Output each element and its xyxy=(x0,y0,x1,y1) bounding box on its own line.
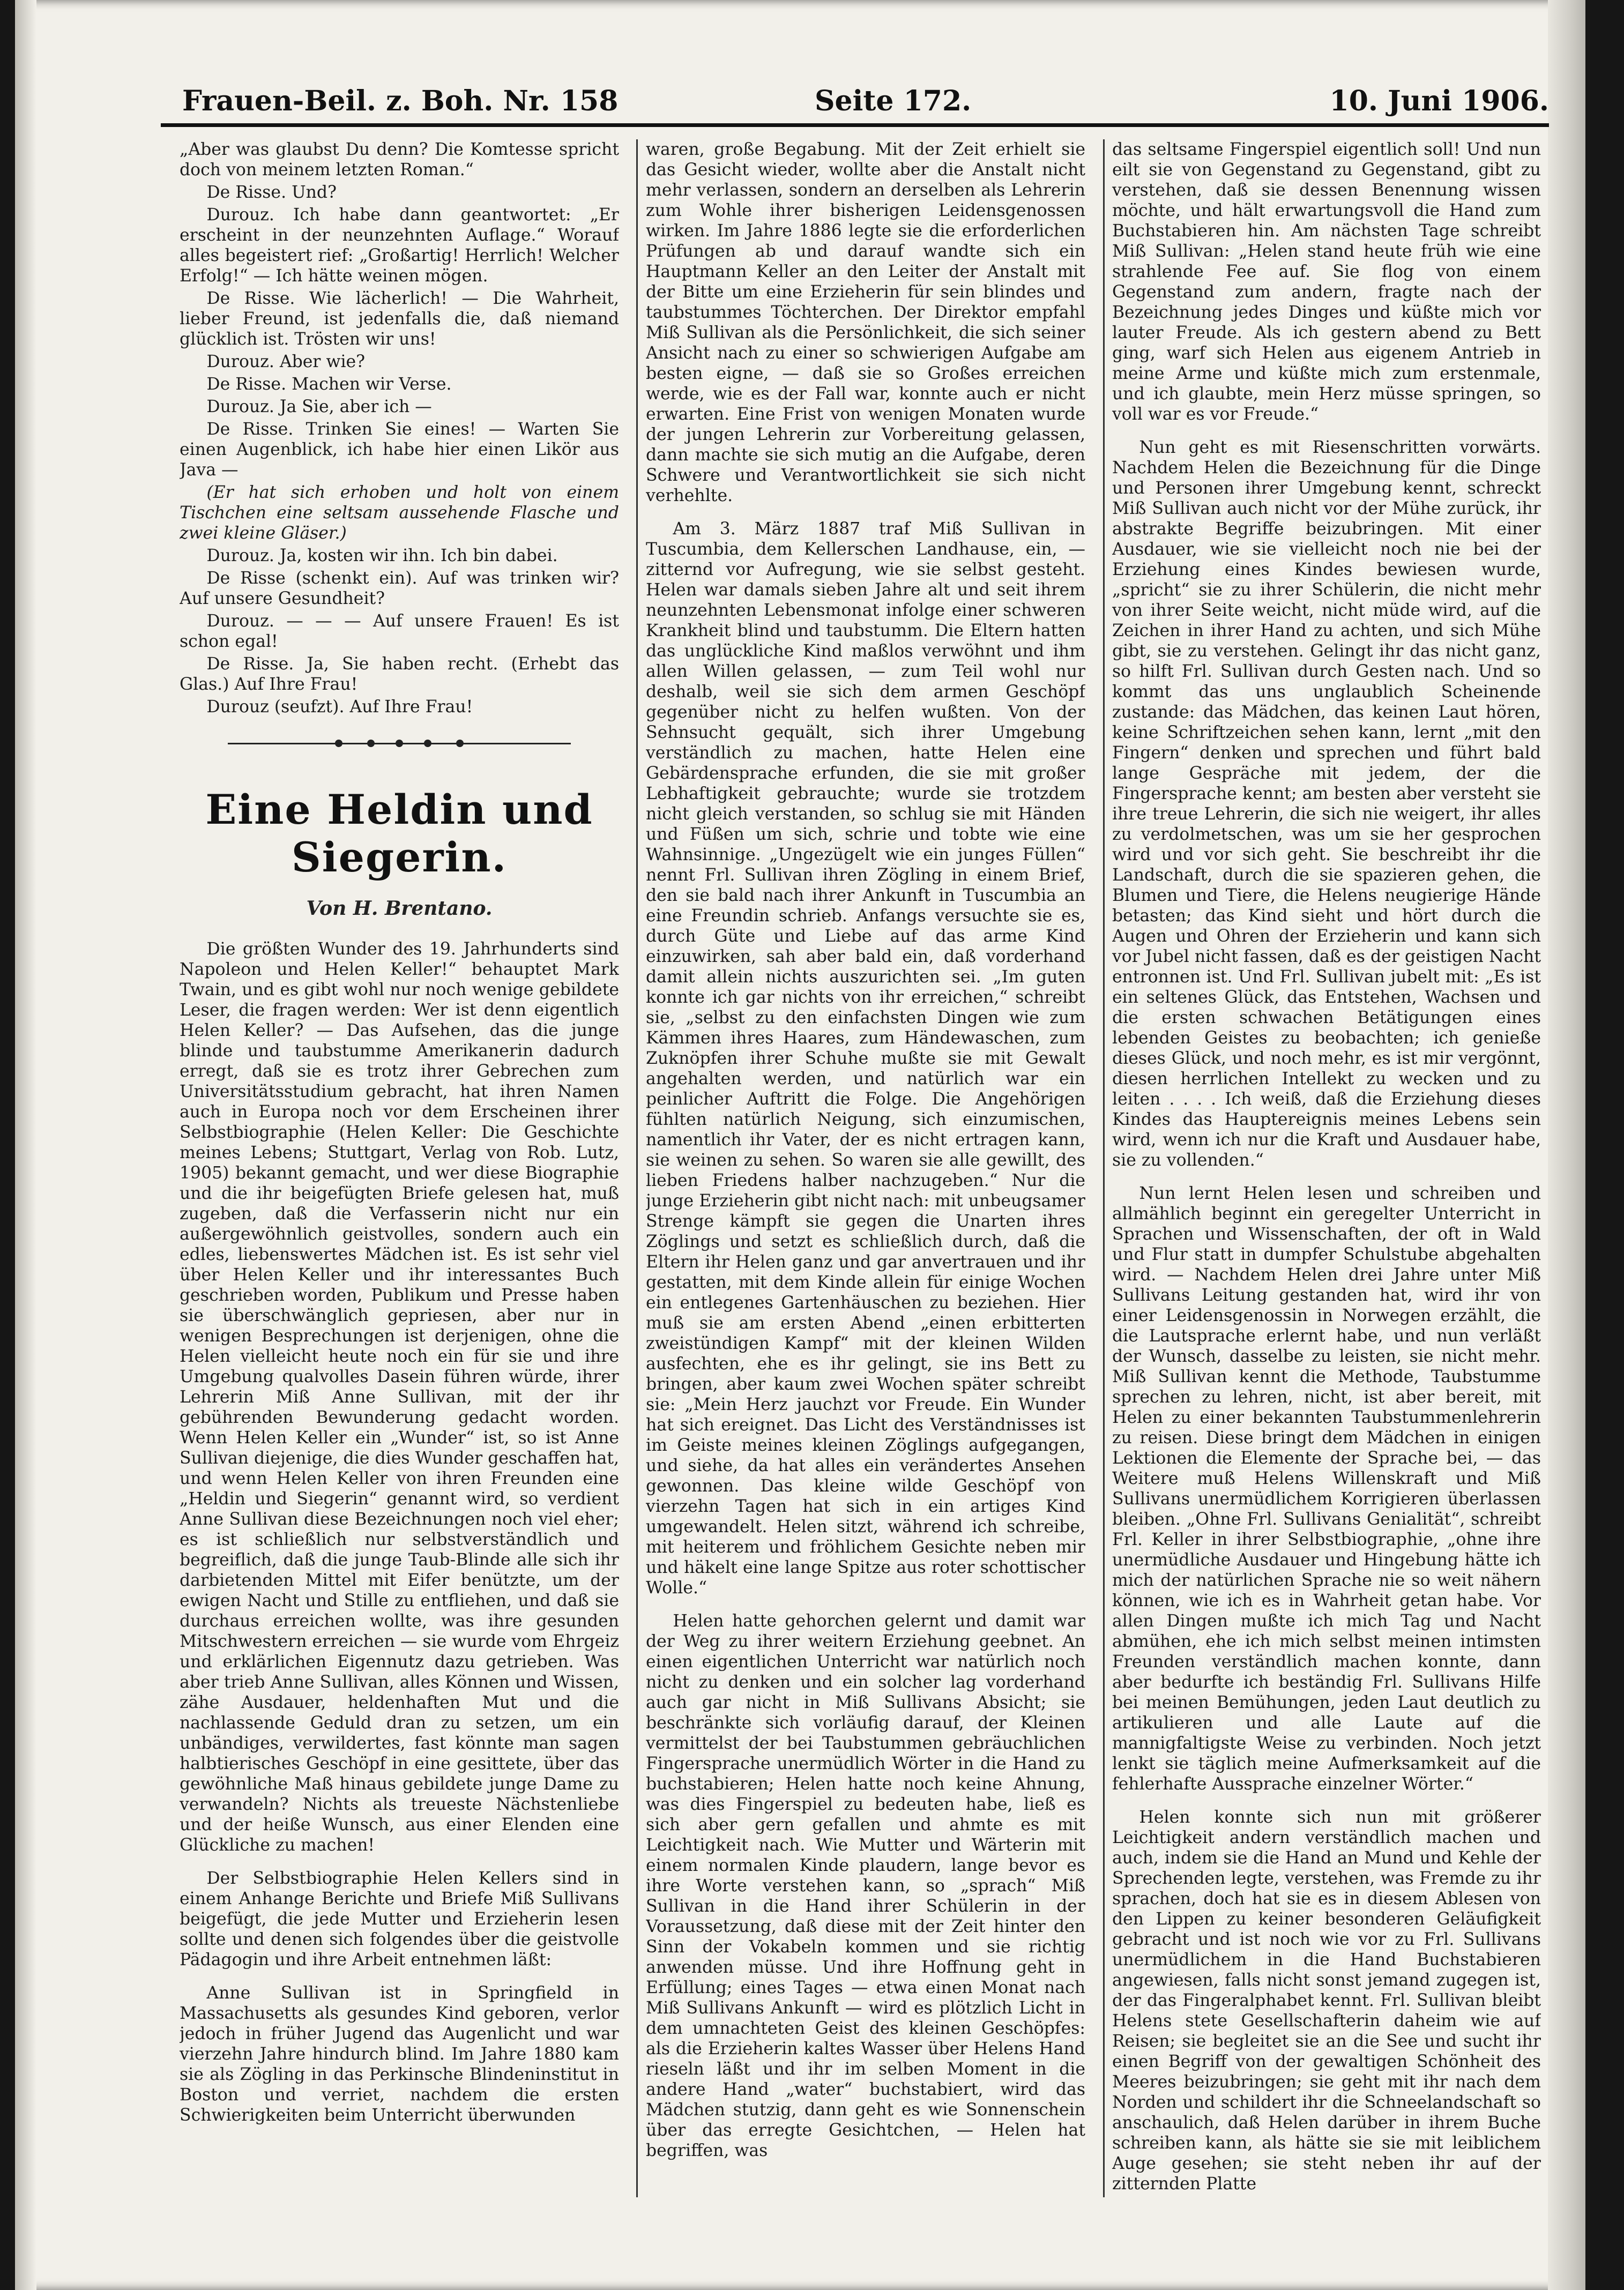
dialogue-line: De Risse. Machen wir Verse. xyxy=(206,375,452,394)
page-edge xyxy=(1548,0,1585,2290)
article-paragraph: Der Selbstbiographie Helen Kellers sind in einem Anhange Berichte und Briefe Miß Sullivans beigefügt, die jede Mutter und Erzieherin lesen sollte und denen sich folgendes über die geistvolle Pädagogin und ihre Arbeit entnehmen läßt: xyxy=(180,1869,619,1970)
column-1 xyxy=(180,139,619,2240)
dialogue-line: Durouz. — — — Auf unsere Frauen! Es ist schon egal! xyxy=(180,611,619,651)
article-paragraph: das seltsame Fingerspiel eigentlich soll! Und nun eilt sie von Gegenstand zu Gegenstand, gibt zu verstehen, daß sie dessen Benennung wissen möchte, und hält erwartungsvoll die Hand zum Buchstabieren hin. Am nächsten Tage schreibt Miß Sullivan: „Helen stand heute früh wie eine strahlende Fee auf. Sie flog von einem Gegenstand zum andern, fragte nach der Bezeichnung jedes Dinges und küßte mich vor lauter Freude. Als ich gestern abend zu Bett ging, warf sich Helen aus eigenem Antrieb in meine Arme und küßte mich zum erstenmale, und ich glaubte, mein Herz müsse springen, so voll war es vor Freude.“ xyxy=(1112,140,1541,424)
column-3 xyxy=(1112,139,1541,2240)
header-date: 10. Juni 1906. xyxy=(1329,85,1549,117)
article-paragraph: Helen hatte gehorchen gelernt und damit war der Weg zu ihrer weitern Erziehung geebnet. An einen eigentlichen Unterricht war natürlich noch nicht zu denken und ein solcher lag vorderhand auch gar nicht in Miß Sullivans Absicht; sie beschränkte sich vorläufig darauf, der Kleinen vermittelst der bei Taubstummen gebräuchlichen Fingersprache unermüdlich Wörter in die Hand zu buchstabieren; Helen hatte noch keine Ahnung, was dies Fingerspiel zu bedeuten habe, ließ es sich aber gern gefallen und ahmte es mit Leichtigkeit nach. Wie Mutter und Wärterin mit einem normalen Kinde plaudern, lange bevor es ihre Worte verstehen kann, so „sprach“ Miß Sullivan in die Hand ihrer Schülerin in der Voraussetzung, daß diese mit der Zeit hinter den Sinn der Vokabeln kommen und sie richtig anwenden müsse. Und ihre Hoffnung geht in Erfüllung; eines Tages — etwa einen Monat nach Miß Sullivans Ankunft — wird es plötzlich Licht in dem umnachteten Geist des kleinen Geschöpfes: als die Erzieherin kaltes Wasser über Helens Hand rieseln läßt und ihr im selben Moment in die andere Hand „water“ buchstabiert, wird das Mädchen stutzig, dann geht es wie Sonnenschein über das erregte Gesichtchen, — Helen hat begriffen, was xyxy=(646,1612,1085,2160)
dialogue-line: Durouz. Ja, kosten wir ihn. Ich bin dabei. xyxy=(206,546,558,565)
dialogue-line: De Risse. Trinken Sie eines! — Warten Sie einen Augenblick, ich habe hier einen Likör aus Java — xyxy=(180,420,619,480)
dialogue-line: De Risse. Ja, Sie haben recht. (Erhebt das Glas.) Auf Ihre Frau! xyxy=(180,654,619,694)
dialogue-line: De Risse. Wie lächerlich! — Die Wahrheit, lieber Freund, ist jedenfalls die, daß niemand glücklich ist. Trösten wir uns! xyxy=(180,289,619,349)
header-publication: Frauen-Beil. z. Boh. Nr. 158 xyxy=(182,85,619,117)
running-header xyxy=(161,80,1549,127)
article-paragraph: Nun lernt Helen lesen und schreiben und allmählich beginnt ein geregelter Unterricht in Sprachen und Wissenschaften, der oft in Wald und Flur statt in dumpfer Schulstube abgehalten wird. — Nachdem Helen drei Jahre unter Miß Sullivans Leitung gestanden hat, wird ihr von einer Leidensgenossin in Norwegen erzählt, die die Lautsprache erlernt habe, und nun verläßt der Wunsch, dasselbe zu leisten, sie nicht mehr. Miß Sullivan kennt die Methode, Taubstumme sprechen zu lehren, nicht, ist aber bereit, mit Helen zu einer bekannten Taubstummenlehrerin zu reisen. Diese bringt dem Mädchen in einigen Lektionen die Elemente der Sprache bei, — das Weitere muß Helens Willenskraft und Miß Sullivans unermüdlichem Korrigieren überlassen bleiben. „Ohne Frl. Sullivans Genialität“, schreibt Frl. Keller in ihrer Selbstbiographie, „ohne ihre unermüdliche Ausdauer und Hingebung hätte ich mich der natürlichen Sprache nie so weit nähern können, wie ich es in Wahrheit getan habe. Vor allen Dingen mußte ich mich Tag und Nacht abmühen, ehe ich mich selbst meinen intimsten Freunden verständlich machen konnte, dann aber bedurfte ich beständig Frl. Sullivans Hilfe bei meinen Bemühungen, jeden Laut deutlich zu artikulieren und alle Laute auf die mannigfaltigste Weise zu verbinden. Noch jetzt lenkt sie täglich meine Aufmerksamkeit auf die fehlerhafte Aussprache einzelner Wörter.“ xyxy=(1112,1184,1541,1794)
dialogue-line: „Aber was glaubst Du denn? Die Komtesse spricht doch von meinem letzten Roman.“ xyxy=(180,140,619,180)
article-paragraph: Die größten Wunder des 19. Jahrhunderts sind Napoleon und Helen Keller!“ behauptet Mark Twain, und es gibt wohl nur noch wenige gebildete Leser, die fragen werden: Wer ist denn eigentlich Helen Keller? — Das Aufsehen, das die junge blinde und taubstumme Amerikanerin dadurch erregt, daß sie es trotz ihrer Gebrechen zum Universitätsstudium gebracht, hat ihren Namen auch in Europa noch vor dem Erscheinen ihrer Selbstbiographie (Helen Keller: Die Geschichte meines Lebens; Stuttgart, Verlag von Rob. Lutz, 1905) bekannt gemacht, und wer diese Biographie und die ihr beigefügten Briefe gelesen hat, muß zugeben, daß die Verfasserin nicht nur ein außergewöhnlich geistvolles, sondern auch ein edles, liebenswertes Mädchen ist. Es ist sehr viel über Helen Keller und ihr interessantes Buch geschrieben worden, Publikum und Presse haben sie überschwänglich gepriesen, aber nur in wenigen Besprechungen ist derjenigen, ohne die Helen vielleicht heute noch ein für sie und ihre Umgebung qualvolles Dasein führen würde, ihrer Lehrerin Miß Anne Sullivan, mit der ihr gebührenden Bewunderung gedacht worden. Wenn Helen Keller ein „Wunder“ ist, so ist Anne Sullivan diejenige, die dies Wunder geschaffen hat, und wenn Helen Keller von ihren Freunden eine „Heldin und Siegerin“ genannt wird, so verdient Anne Sullivan diese Bezeichnungen noch viel eher; es ist schließlich nur selbstverständlich und begreiflich, daß die junge Taub-Blinde alle sich ihr darbietenden Mittel mit Eifer benützte, um der ewigen Nacht und Stille zu entfliehen, und daß sie durchaus erreichen wollte, was ihre gesunden Mitschwestern erreichen — sie wurde vom Ehrgeiz und erklärlichen Eigennutz dazu getrieben. Was aber trieb Anne Sullivan, alles Können und Wissen, zähe Ausdauer, heldenhaften Mut und die nachlassende Geduld dran zu setzen, um ein unbändiges, verwildertes, fast könnte man sagen halbtierisches Geschöpf in eine gesittete, über das gewöhnliche Maß hinaus gebildete junge Dame zu verwandeln? Nichts als treueste Nächstenliebe und der heiße Wunsch, aus einer Elenden eine Glückliche zu machen! xyxy=(180,939,619,1855)
article-paragraph: Helen konnte sich nun mit größerer Leichtigkeit andern verständlich machen und auch, indem sie die Hand an Mund und Kehle der Sprechenden legte, verstehen, was Fremde zu ihr sprachen, doch hat sie es in diesem Ablesen von den Lippen zu keiner besonderen Geläufigkeit gebracht und ist noch wie vor zu Frl. Sullivans unermüdlichem in die Hand Buchstabieren angewiesen, falls nicht sonst jemand zugegen ist, der das Fingeralphabet kennt. Frl. Sullivan bleibt Helens stete Gesellschafterin daheim wie auf Reisen; sie begleitet sie an die See und sucht ihr einen Begriff von der gewaltigen Schönheit des Meeres beizubringen; sie geht mit ihr nach dem Norden und schildert ihr die Schneelandschaft so anschaulich, daß Helen darüber in ihrem Buche schreiben kann, als hätte sie sie mit leiblichem Auge gesehen; sie steht neben ihr auf der zitternden Platte xyxy=(1112,1808,1541,2194)
column-rule xyxy=(636,139,638,2197)
dialogue-line: De Risse. Und? xyxy=(206,183,337,202)
header-page-number: Seite 172. xyxy=(815,85,972,117)
dialogue-line: Durouz. Ja Sie, aber ich — xyxy=(206,397,432,416)
column-2 xyxy=(646,139,1085,2240)
article-title: Eine Heldin und Siegerin. xyxy=(205,786,593,881)
article-byline: Von H. Brentano. xyxy=(306,897,493,920)
article-paragraph: Anne Sullivan ist in Springfield in Massachusetts als gesundes Kind geboren, verlor jedoch in früher Jugend das Augenlicht und war vierzehn Jahre hindurch blind. Im Jahre 1880 kam sie als Zögling in das Perkinsche Blindeninstitut in Boston und verriet, nachdem die ersten Schwierigkeiten beim Unterricht überwunden xyxy=(180,1983,619,2125)
dialogue-line: Durouz (seufzt). Auf Ihre Frau! xyxy=(206,697,473,717)
column-rule xyxy=(1103,139,1105,2197)
article-paragraph: Nun geht es mit Riesenschritten vorwärts. Nachdem Helen die Bezeichnung für die Dinge und Personen ihrer Umgebung kennt, schreckt Miß Sullivan auch nicht vor der Mühe zurück, ihr abstrakte Begriffe beizubringen. Mit einer Ausdauer, wie sie vielleicht noch nie bei der Erziehung eines Kindes bewiesen wurde, „spricht“ sie zu ihrer Schülerin, die nicht mehr von ihrer Seite weicht, nicht müde wird, auf die Zeichen in ihrer Hand zu achten, und sich Mühe gibt, sie zu verstehen. Gelingt ihr das nicht ganz, so hilft Frl. Sullivan durch Gesten nach. Und so kommt das uns unglaublich Scheinende zustande: das Mädchen, das keinen Laut hören, keine Schriftzeichen sehen kann, lernt „mit den Fingern“ denken und sprechen und führt bald lange Gespräche mit jedem, der die Fingersprache kennt; am besten aber versteht sie ihre treue Lehrerin, die sich nie weigert, ihr alles zu verdolmetschen, was um sie her gesprochen wird und vor sich geht. Sie beschreibt ihr die Landschaft, durch die sie spazieren gehen, die Blumen und Tiere, die Helens neugierige Hände betasten; das Kind sieht und hört durch die Augen und Ohren der Erzieherin und kann sich vor Jubel nicht fassen, daß es der geistigen Nacht entronnen ist. Und Frl. Sullivan jubelt mit: „Es ist ein seltenes Glück, das Entstehen, Wachsen und die ersten schwachen Betätigungen eines lebenden Geistes zu beobachten; ich genieße dieses Glück, und noch mehr, es ist mir vergönnt, diesen herrlichen Intellekt zu wecken und zu leiten . . . . Ich weiß, daß die Erziehung dieses Kindes das Hauptereignis meines Lebens sein wird, wenn ich nur die Kraft und Ausdauer habe, sie zu vollenden.“ xyxy=(1112,438,1541,1170)
section-divider-ornament xyxy=(228,739,571,748)
dialogue-line: Durouz. Ich habe dann geantwortet: „Er erscheint in der neunzehnten Auflage.“ Worauf alles begeistert rief: „Großartig! Herrlich! Welcher Erfolg!“ — Ich hätte weinen mögen. xyxy=(180,205,619,286)
page-fold-shadow xyxy=(15,0,36,2290)
dialogue-line: De Risse (schenkt ein). Auf was trinken wir? Auf unsere Gesundheit? xyxy=(180,569,619,608)
article-paragraph: Am 3. März 1887 traf Miß Sullivan in Tuscumbia, dem Kellerschen Landhause, ein, — zitternd vor Aufregung, wie sie selbst gesteht. Helen war damals sieben Jahre alt und seit ihrem neunzehnten Lebensmonat infolge einer schweren Krankheit blind und taubstumm. Die Eltern hatten das unglückliche Kind maßlos verwöhnt und ihm allen Willen gelassen, — zum Teil wohl nur deshalb, weil sie sich dem armen Geschöpf gegenüber nicht zu helfen wußten. Von der Sehnsucht gequält, sich ihrer Umgebung verständlich zu machen, hatte Helen eine Gebärdensprache erfunden, die sie mit großer Lebhaftigkeit gebrauchte; wurde sie trotzdem nicht gleich verstanden, so schlug sie mit Händen und Füßen um sich, schrie und tobte wie eine Wahnsinnige. „Ungezügelt wie ein junges Füllen“ nennt Frl. Sullivan ihren Zögling in einem Brief, den sie bald nach ihrer Ankunft in Tuscumbia an eine Freundin schrieb. Anfangs versuchte sie es, durch Güte und Liebe auf das arme Kind einzuwirken, sah aber bald ein, daß vorderhand damit allein nichts auszurichten sei. „Im guten konnte ich gar nichts von ihr erreichen,“ schreibt sie, „selbst zu den einfachsten Dingen wie zum Kämmen ihres Haares, zum Händewaschen, zum Zuknöpfen ihrer Schuhe mußte sie mit Gewalt angehalten werden, und natürlich war ein peinlicher Auftritt die Folge. Die Angehörigen fühlten natürlich Neigung, sich einzumischen, namentlich ihr Vater, der es nicht ertragen kann, sie weinen zu sehen. So waren sie alle gewillt, des lieben Friedens halber nachzugeben.“ Nur die junge Erzieherin gibt nicht nach: mit unbeugsamer Strenge kämpft sie gegen die Unarten ihres Zöglings und setzt es schließlich durch, daß die Eltern ihr Helen ganz und gar anvertrauen und ihr gestatten, mit dem Kinde allein für einige Wochen ein entlegenes Gartenhäuschen zu beziehen. Hier muß sie am ersten Abend „einen erbitterten zweistündigen Kampf“ mit der kleinen Wilden ausfechten, ehe es ihr gelingt, sie ins Bett zu bringen, aber kaum zwei Wochen später schreibt sie: „Mein Herz jauchzt vor Freude. Ein Wunder hat sich ereignet. Das Licht des Verständnisses ist im Geiste meines kleinen Zöglings aufgegangen, und siehe, da hat alles ein verändertes Ansehen gewonnen. Das kleine wilde Geschöpf von vierzehn Tagen hat sich in ein artiges Kind umgewandelt. Helen sitzt, während ich schreibe, mit heiterem und fröhlichem Gesichte neben mir und häkelt eine lange Spitze aus roter schottischer Wolle.“ xyxy=(646,519,1085,1598)
stage-direction: (Er hat sich erhoben und holt von einem Tischchen eine seltsam aussehende Flasche und zwei kleine Gläser.) xyxy=(180,483,619,543)
article-paragraph: waren, große Begabung. Mit der Zeit erhielt sie das Gesicht wieder, wollte aber die Anstalt nicht mehr verlassen, sondern an derselben als Lehrerin zum Wohle ihrer bisherigen Leidensgenossen wirken. Im Jahre 1886 legte sie die erforderlichen Prüfungen ab und darauf wandte sich ein Hauptmann Keller an den Leiter der Anstalt mit der Bitte um eine Erzieherin für sein blindes und taubstummes Töchterchen. Der Direktor empfahl Miß Sullivan als die Persönlichkeit, die sich seiner Ansicht nach zu einer so schwierigen Aufgabe am besten eigne, — daß sie so Großes erreichen werde, wie es der Fall war, konnte auch er nicht erwarten. Eine Frist von wenigen Monaten wurde der jungen Lehrerin zur Vorbereitung gelassen, dann machte sie sich mutig an die Aufgabe, deren Schwere und Verantwortlichkeit sie sich nicht verhehlte. xyxy=(646,140,1085,505)
dialogue-line: Durouz. Aber wie? xyxy=(206,352,366,371)
